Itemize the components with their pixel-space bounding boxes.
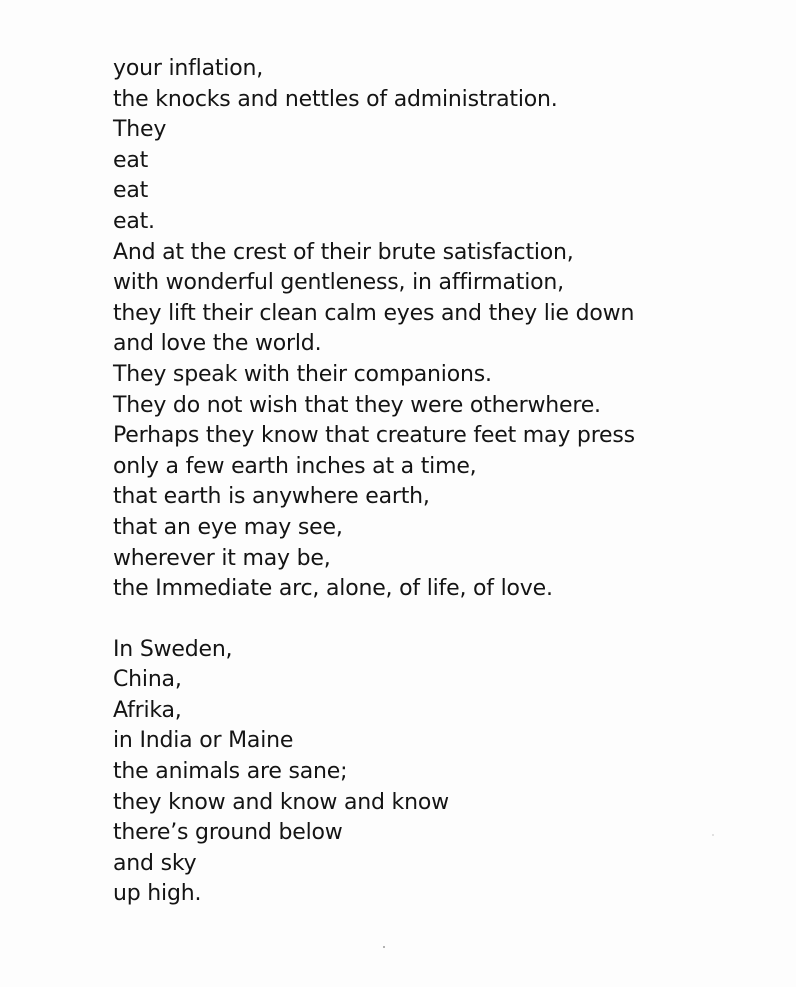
poem-line: only a few earth inches at a time, — [113, 453, 477, 479]
poem-line: the animals are sane; — [113, 759, 348, 785]
poem-line: And at the crest of their brute satisfaction, — [113, 239, 574, 265]
poem-line: China, — [113, 667, 182, 693]
poem-line: the Immediate arc, alone, of life, of love. — [113, 576, 553, 602]
poem-line: eat. — [113, 208, 155, 234]
poem-line: They speak with their companions. — [113, 361, 492, 387]
poem-line: eat — [113, 178, 149, 204]
scan-speck — [712, 834, 714, 836]
poem-line: they know and know and know — [113, 789, 449, 815]
poem-line: that an eye may see, — [113, 514, 343, 540]
poem-line: the knocks and nettles of administration. — [113, 86, 558, 112]
scan-speck — [383, 946, 385, 948]
poem-line: In Sweden, — [113, 636, 233, 662]
poem-line: They do not wish that they were otherwhere. — [113, 392, 601, 418]
stanza-1 — [113, 54, 763, 605]
poem-line: They — [113, 117, 167, 143]
poem-line: Perhaps they know that creature feet may press — [113, 423, 635, 449]
poem-line: with wonderful gentleness, in affirmation, — [113, 270, 564, 296]
poem-line: and love the world. — [113, 331, 322, 357]
poem-line: eat — [113, 147, 149, 173]
poem-line: wherever it may be, — [113, 545, 331, 571]
poem-line: in India or Maine — [113, 728, 294, 754]
poem-line: there’s ground below — [113, 820, 343, 846]
poem-line: up high. — [113, 881, 202, 907]
poem-line: your inflation, — [113, 56, 263, 81]
poem-line: Afrika, — [113, 697, 182, 723]
stanza-2 — [113, 635, 763, 910]
poem-text — [113, 54, 763, 910]
poem-line: they lift their clean calm eyes and they lie down — [113, 300, 635, 326]
poem-line: and sky — [113, 850, 197, 876]
poem-line: that earth is anywhere earth, — [113, 484, 430, 510]
